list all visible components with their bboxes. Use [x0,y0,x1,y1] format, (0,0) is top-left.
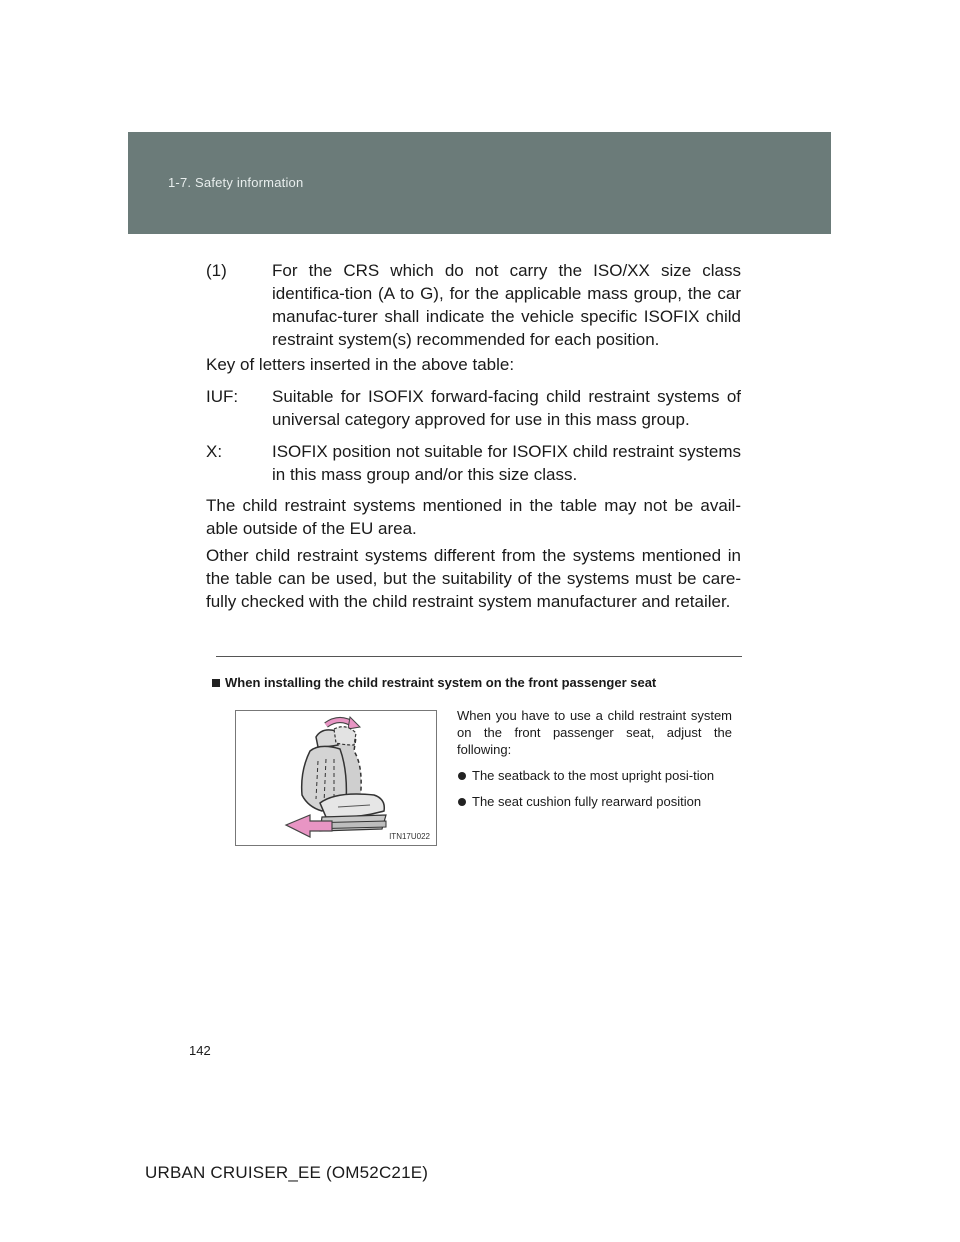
key-x [206,440,741,486]
main-text-block [206,259,741,351]
key-iuf-tag: IUF: [206,387,239,406]
bullet-dot-icon [458,772,466,780]
note-1-text: For the CRS which do not carry the ISO/XX size class identifica-tion (A to G), for the applicable mass group, the car manufac-turer shall indicate the vehicle specific ISOFIX child restraint system(s) recommended for each position. [272,261,741,349]
key-iuf-text: Suitable for ISOFIX forward-facing child restraint systems of universal category approved for use in this mass group. [272,387,741,429]
list-item [457,767,732,784]
figure-code: ITN17U022 [389,832,430,841]
square-bullet-icon [212,679,220,687]
document-id: URBAN CRUISER_EE (OM52C21E) [145,1163,429,1182]
list-item [457,793,732,810]
subsection-heading [212,675,656,690]
list-item-text: The seatback to the most upright posi-tion [472,768,715,783]
car-seat-illustration-icon [236,711,436,845]
section-header-band [128,132,831,234]
key-intro: Key of letters inserted in the above table: [206,355,515,374]
installing-instructions [457,707,732,810]
note-1-tag: (1) [206,261,227,280]
subsection-heading-text: When installing the child restraint system on the front passenger seat [225,675,657,690]
paragraph-other-systems: Other child restraint systems different from the systems mentioned in the table can be used, but the suitability of the systems must be care-fully checked with the child restraint system manufacturer and retailer. [206,546,741,611]
bullet-dot-icon [458,798,466,806]
section-divider [216,656,742,657]
note-1 [206,259,741,351]
installing-intro: When you have to use a child restraint system on the front passenger seat, adjust the following: [457,708,732,757]
list-item-text: The seat cushion fully rearward position [472,794,702,809]
page-number: 142 [189,1043,211,1058]
key-x-tag: X: [206,442,223,461]
key-iuf [206,385,741,431]
paragraph-eu-availability: The child restraint systems mentioned in the table may not be avail-able outside of the EU area. [206,496,741,538]
key-x-text: ISOFIX position not suitable for ISOFIX child restraint systems in this mass group and/or this size class. [272,442,741,484]
section-title: 1-7. Safety information [168,175,304,190]
seat-adjustment-figure [235,710,437,846]
